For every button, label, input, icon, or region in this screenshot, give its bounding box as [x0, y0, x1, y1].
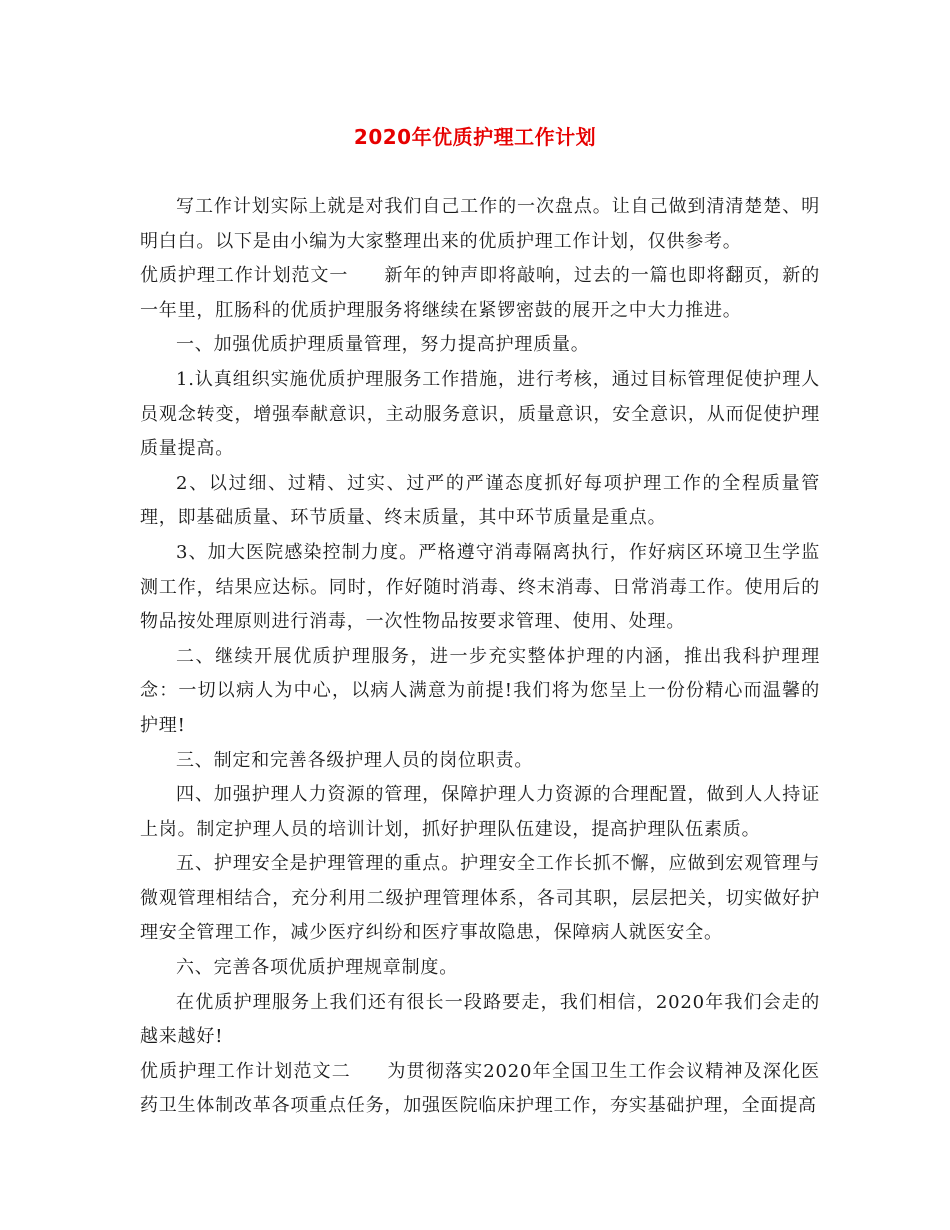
section-heading-2: 二、继续开展优质护理服务，进一步充实整体护理的内涵，推出我科护理理念：一切以病人为中心，以病人满意为前提!我们将为您呈上一份份精心而温馨的护理! — [140, 645, 820, 736]
paragraph-sample1 — [140, 259, 820, 328]
sample1-opening: 新年的钟声即将敲响，过去的一篇也即将翻页，新的一年里，肛肠科的优质护理服务将继续在紧锣密鼓的展开之中大力推进。 — [140, 265, 820, 321]
list-item-1: 1.认真组织实施优质护理服务工作措施，进行考核，通过目标管理促使护理人员观念转变，增强奉献意识，主动服务意识，质量意识，安全意识，从而促使护理质量提高。 — [140, 368, 820, 460]
section-heading-3: 三、制定和完善各级护理人员的岗位职责。 — [176, 749, 534, 771]
paragraph-closing: 在优质护理服务上我们还有很长一段路要走，我们相信，2020年我们会走的越来越好! — [140, 991, 820, 1048]
sample2-opening: 为贯彻落实2020年全国卫生工作会议精神及深化医药卫生体制改革各项重点任务，加强医院临床护理工作，夯实基础护理，全面提高 — [140, 1060, 820, 1117]
paragraph-sample2 — [140, 1055, 820, 1124]
section-heading-1: 一、加强优质护理质量管理，努力提高护理质量。 — [176, 334, 590, 356]
section-heading-5: 五、护理安全是护理管理的重点。护理安全工作长抓不懈，应做到宏观管理与微观管理相结合，充分利用二级护理管理体系，各司其职，层层把关，切实做好护理安全管理工作，减少医疗纠纷和医疗事故隐患，保障病人就医安全。 — [140, 853, 820, 944]
document-title: 2020年优质护理工作计划 — [353, 125, 597, 149]
list-item-3: 3、加大医院感染控制力度。严格遵守消毒隔离执行，作好病区环境卫生学监测工作，结果应达标。同时，作好随时消毒、终末消毒、日常消毒工作。使用后的物品按处理原则进行消毒，一次性物品按要求管理、使用、处理。 — [140, 541, 820, 633]
sample1-heading: 优质护理工作计划范文一 — [140, 265, 349, 287]
sample2-heading: 优质护理工作计划范文二 — [140, 1060, 351, 1082]
section-heading-4: 四、加强护理人力资源的管理，保障护理人力资源的合理配置，做到人人持证上岗。制定护理人员的培训计划，抓好护理队伍建设，提高护理队伍素质。 — [140, 784, 820, 840]
paragraph-intro: 写工作计划实际上就是对我们自己工作的一次盘点。让自己做到清清楚楚、明明白白。以下是由小编为大家整理出来的优质护理工作计划，仅供参考。 — [140, 196, 820, 252]
document-body — [140, 190, 820, 1124]
list-item-2: 2、以过细、过精、过实、过严的严谨态度抓好每项护理工作的全程质量管理，即基础质量、环节质量、终末质量，其中环节质量是重点。 — [140, 472, 820, 529]
section-heading-6: 六、完善各项优质护理规章制度。 — [176, 957, 458, 979]
